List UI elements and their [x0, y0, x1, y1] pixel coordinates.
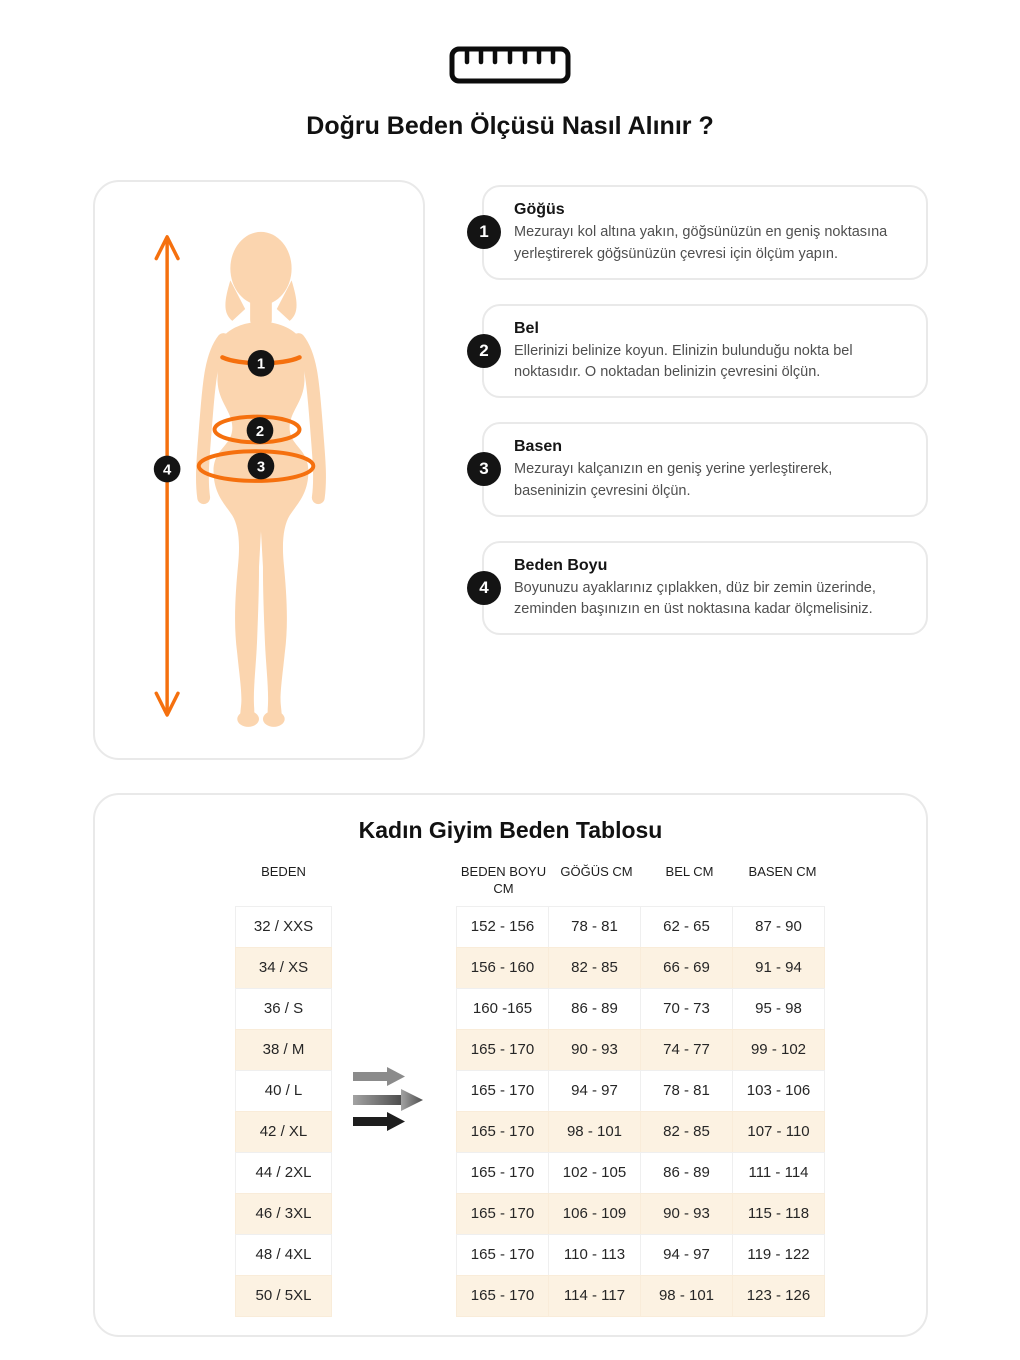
row-spacer — [332, 988, 457, 1030]
size-table-panel — [93, 793, 928, 1337]
waist-cm-cell: 66 - 69 — [640, 947, 733, 989]
waist-cm-cell: 78 - 81 — [640, 1070, 733, 1112]
row-spacer — [332, 1275, 457, 1317]
size-table-header — [95, 864, 926, 898]
size-cell: 42 / XL — [235, 1111, 332, 1153]
table-row — [95, 988, 926, 1030]
height-cm-cell: 152 - 156 — [456, 906, 549, 948]
arrow-bottom — [353, 1112, 405, 1131]
row-spacer — [332, 1234, 457, 1276]
body-figure-panel — [93, 180, 425, 760]
marker-3-label: 3 — [256, 459, 266, 476]
chest-cm-cell: 94 - 97 — [548, 1070, 641, 1112]
size-cell: 38 / M — [235, 1029, 332, 1071]
hip-cm-cell: 91 - 94 — [732, 947, 825, 989]
row-spacer — [332, 1152, 457, 1194]
size-table-title: Kadın Giyim Beden Tablosu — [358, 817, 663, 843]
table-row — [95, 1152, 926, 1194]
row-spacer — [332, 906, 457, 948]
hip-cm-cell: 95 - 98 — [732, 988, 825, 1030]
instruction-card-gogus — [479, 185, 928, 280]
card-title: Bel — [514, 319, 539, 337]
waist-cm-cell: 70 - 73 — [640, 988, 733, 1030]
card-description: Mezurayı kol altına yakın, göğsünüzün en geniş noktasına yerleştirerek göğsünüzün çevresi için ölçüm yapın. — [514, 224, 888, 262]
card-title: Göğüs — [514, 201, 565, 218]
number-badge-2: 2 — [467, 334, 501, 368]
table-row — [95, 947, 926, 989]
size-cell: 44 / 2XL — [235, 1152, 332, 1194]
chest-cm-cell: 114 - 117 — [548, 1275, 641, 1317]
table-row — [95, 1111, 926, 1153]
table-row — [95, 1029, 926, 1071]
column-header-beden-boyu-cm: BEDEN BOYU CM — [460, 864, 547, 896]
card-description: Boyunuzu ayaklarınız çıplakken, düz bir zemin üzerinde, zeminden başınızın en üst noktasına kadar ölçmelisiniz. — [514, 579, 876, 618]
table-row — [95, 1193, 926, 1235]
waist-cm-cell: 90 - 93 — [640, 1193, 733, 1235]
waist-cm-cell: 62 - 65 — [640, 906, 733, 948]
height-cm-cell: 165 - 170 — [456, 1275, 549, 1317]
height-cm-cell: 156 - 160 — [456, 947, 549, 989]
size-pointer-arrows-icon — [351, 1065, 435, 1137]
height-cm-cell: 165 - 170 — [456, 1152, 549, 1194]
chest-cm-cell: 86 - 89 — [548, 988, 641, 1030]
size-cell: 50 / 5XL — [235, 1275, 332, 1317]
hip-cm-cell: 119 - 122 — [732, 1234, 825, 1276]
number-badge-3: 3 — [467, 452, 501, 486]
column-header-basen-cm: BASEN CM — [748, 864, 817, 879]
size-table-body — [95, 906, 926, 1317]
chest-cm-cell: 78 - 81 — [548, 906, 641, 948]
hip-cm-cell: 103 - 106 — [732, 1070, 825, 1112]
chest-cm-cell: 106 - 109 — [548, 1193, 641, 1235]
instruction-card-bel — [479, 304, 928, 399]
chest-cm-cell: 98 - 101 — [548, 1111, 641, 1153]
chest-cm-cell: 90 - 93 — [548, 1029, 641, 1071]
instruction-card-basen — [479, 422, 928, 517]
size-cell: 40 / L — [235, 1070, 332, 1112]
height-cm-cell: 165 - 170 — [456, 1029, 549, 1071]
waist-cm-cell: 74 - 77 — [640, 1029, 733, 1071]
height-cm-cell: 165 - 170 — [456, 1193, 549, 1235]
marker-1-label: 1 — [256, 356, 266, 373]
arrow-middle — [353, 1089, 423, 1111]
hip-cm-cell: 87 - 90 — [732, 906, 825, 948]
number-badge-4: 4 — [467, 571, 501, 605]
row-spacer — [332, 947, 457, 989]
chest-cm-cell: 110 - 113 — [548, 1234, 641, 1276]
card-title: Basen — [514, 438, 563, 455]
chest-cm-cell: 102 - 105 — [548, 1152, 641, 1194]
card-description: Mezurayı kalçanızın en geniş yerine yerleştirerek, baseninizin çevresini ölçün. — [514, 461, 833, 499]
waist-cm-cell: 86 - 89 — [640, 1152, 733, 1194]
instruction-cards — [479, 185, 928, 659]
instruction-card-beden-boyu — [479, 541, 928, 636]
column-header-gogus-cm: GÖĞÜS CM — [560, 864, 633, 879]
height-cm-cell: 160 -165 — [456, 988, 549, 1030]
row-spacer — [332, 1193, 457, 1235]
hip-cm-cell: 99 - 102 — [732, 1029, 825, 1071]
table-row — [95, 906, 926, 948]
body-figure — [95, 182, 423, 758]
table-row — [95, 1070, 926, 1112]
card-title: Beden Boyu — [514, 556, 608, 574]
table-row — [95, 1275, 926, 1317]
chest-cm-cell: 82 - 85 — [548, 947, 641, 989]
size-cell: 36 / S — [235, 988, 332, 1030]
hip-cm-cell: 115 - 118 — [732, 1193, 825, 1235]
size-cell: 48 / 4XL — [235, 1234, 332, 1276]
size-cell: 34 / XS — [235, 947, 332, 989]
size-cell: 46 / 3XL — [235, 1193, 332, 1235]
table-row — [95, 1234, 926, 1276]
column-header-bel-cm: BEL CM — [665, 864, 714, 879]
size-cell: 32 / XXS — [235, 906, 332, 948]
header-icon-wrap — [0, 46, 1020, 84]
hip-cm-cell: 107 - 110 — [732, 1111, 825, 1153]
number-badge-1: 1 — [467, 215, 501, 249]
card-description: Ellerinizi belinize koyun. Elinizin bulunduğu nokta bel noktasıdır. O noktadan belinizin çevresini ölçün. — [514, 342, 853, 381]
hip-cm-cell: 123 - 126 — [732, 1275, 825, 1317]
marker-2-label: 2 — [255, 423, 265, 440]
height-cm-cell: 165 - 170 — [456, 1070, 549, 1112]
column-header-beden: BEDEN — [261, 864, 306, 879]
height-cm-cell: 165 - 170 — [456, 1111, 549, 1153]
waist-cm-cell: 82 - 85 — [640, 1111, 733, 1153]
page-title: Doğru Beden Ölçüsü Nasıl Alınır ? — [306, 112, 714, 140]
arrow-top — [353, 1067, 405, 1086]
waist-cm-cell: 98 - 101 — [640, 1275, 733, 1317]
height-cm-cell: 165 - 170 — [456, 1234, 549, 1276]
marker-4-label: 4 — [163, 462, 172, 479]
waist-cm-cell: 94 - 97 — [640, 1234, 733, 1276]
ruler-icon — [449, 46, 571, 84]
hip-cm-cell: 111 - 114 — [732, 1152, 825, 1194]
